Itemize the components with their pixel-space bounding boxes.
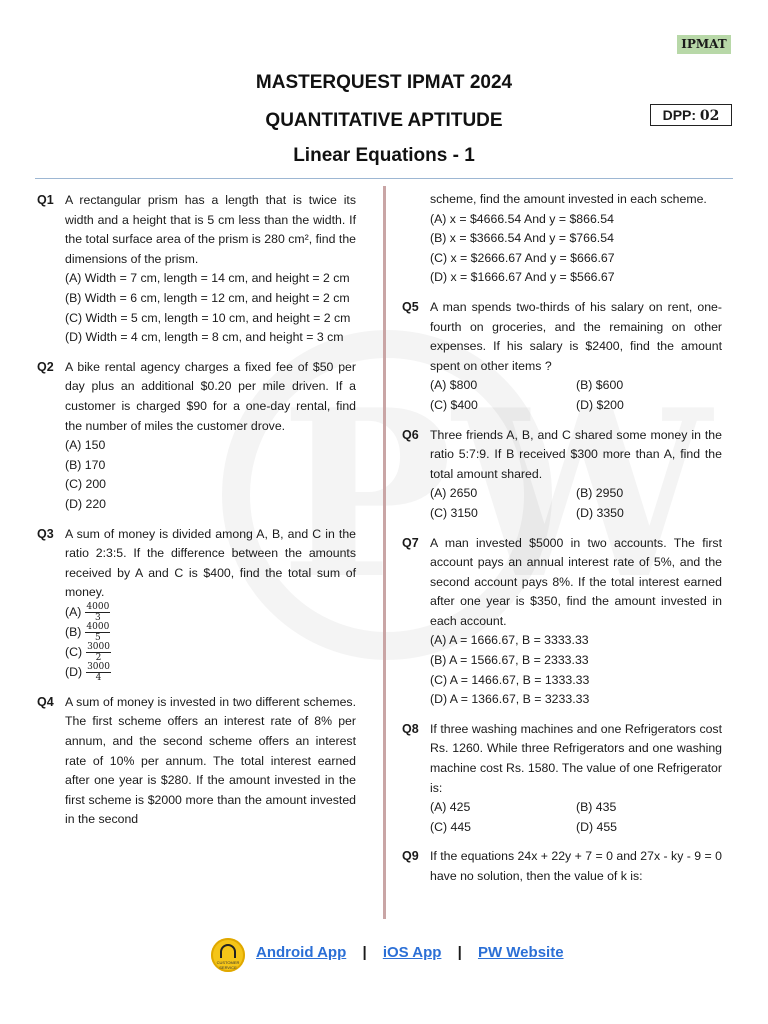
option-label: (A) <box>65 605 82 620</box>
question-q6 <box>402 426 722 524</box>
footer <box>0 938 768 972</box>
dpp-number: 02 <box>699 108 720 124</box>
option-c[interactable]: (C) $400 <box>430 397 478 412</box>
question-number: Q9 <box>402 849 419 864</box>
question-number: Q4 <box>37 694 54 709</box>
question-q4 <box>37 693 356 830</box>
fraction <box>86 642 111 663</box>
question-number: Q8 <box>402 721 419 736</box>
numerator: 4000 <box>86 602 110 613</box>
option-a[interactable]: (A) $800 <box>430 378 478 393</box>
option-a[interactable]: (A) Width = 7 cm, length = 14 cm, and height = 2 cm <box>65 271 350 286</box>
question-text: scheme, find the amount invested in each scheme. <box>430 192 707 206</box>
option-c[interactable]: (C) x = $2666.67 And y = $666.67 <box>430 250 615 265</box>
option-c[interactable]: (C) Width = 5 cm, length = 10 cm, and height = 2 cm <box>65 310 351 325</box>
header-divider <box>35 178 733 179</box>
option-b[interactable]: (B) 2950 <box>576 486 624 501</box>
question-number: Q7 <box>402 535 419 550</box>
question-q9 <box>402 847 722 886</box>
denominator: 2 <box>95 653 102 664</box>
option-d[interactable]: (D) 220 <box>65 496 107 511</box>
option-d[interactable] <box>65 663 356 683</box>
logo-caption: CUSTOMER SERVICE <box>216 960 240 970</box>
option-b[interactable]: (B) $600 <box>576 378 624 393</box>
option-d[interactable]: (D) x = $1666.67 And y = $566.67 <box>430 270 615 285</box>
option-c[interactable]: (C) A = 1466.67, B = 1333.33 <box>430 672 590 687</box>
question-q7 <box>402 534 722 710</box>
option-d[interactable]: (D) Width = 4 cm, length = 8 cm, and height = 3 cm <box>65 330 344 345</box>
numerator: 3000 <box>87 662 110 673</box>
option-b[interactable]: (B) 435 <box>576 800 617 815</box>
question-number: Q5 <box>402 299 419 314</box>
option-label: (C) <box>65 645 83 660</box>
dpp-box <box>650 104 732 126</box>
customer-service-logo-icon <box>211 938 245 972</box>
option-b[interactable]: (B) Width = 6 cm, length = 12 cm, and height = 2 cm <box>65 290 350 305</box>
numerator: 4000 <box>86 622 110 633</box>
question-q1 <box>37 191 356 348</box>
page-title: MASTERQUEST IPMAT 2024 <box>255 72 513 93</box>
question-q8 <box>402 720 722 838</box>
question-text: A man invested $5000 in two accounts. The first account pays an annual interest rate of 5%, and the second account pays 8%. If the total interest earned after one year is $350, find the amount invested in each account. <box>430 535 722 628</box>
option-a[interactable]: (A) 2650 <box>430 486 478 501</box>
option-a[interactable]: (A) x = $4666.54 And y = $866.54 <box>430 211 614 226</box>
question-number: Q2 <box>37 359 54 374</box>
question-text: If three washing machines and one Refrigerators cost Rs. 1260. While three Refrigerators and one washing machine cost Rs. 1580. The value of one Refrigerator is: <box>430 721 722 795</box>
option-b[interactable] <box>65 623 356 643</box>
question-q4-continued <box>402 190 722 288</box>
question-q2 <box>37 358 356 515</box>
denominator: 3 <box>94 613 101 624</box>
option-d[interactable]: (D) $200 <box>576 397 624 412</box>
question-text: A man spends two-thirds of his salary on rent, one-fourth on groceries, and the remaining on other expenses. If his salary is $2400, find the amount spent on other items ? <box>430 299 722 373</box>
option-b[interactable]: (B) 170 <box>65 457 106 472</box>
option-c[interactable]: (C) 445 <box>430 819 472 834</box>
question-number: Q3 <box>37 526 54 541</box>
link-separator: | <box>362 944 367 961</box>
ios-app-link[interactable]: iOS App <box>382 944 442 961</box>
topic-title: Linear Equations - 1 <box>293 145 475 166</box>
option-c[interactable] <box>65 643 356 663</box>
option-d[interactable]: (D) 455 <box>576 819 618 834</box>
subject-title: QUANTITATIVE APTITUDE <box>265 110 503 131</box>
option-d[interactable]: (D) 3350 <box>576 505 624 520</box>
question-text: A sum of money is divided among A, B, and C in the ratio 2:3:5. If the difference between the amounts received by A and C is $400, find the total sum of money. <box>65 526 356 600</box>
fraction <box>85 602 110 623</box>
exam-badge: IPMAT <box>677 35 731 54</box>
left-column <box>37 191 356 840</box>
question-q5 <box>402 298 722 416</box>
option-a[interactable] <box>65 603 356 623</box>
footer-links <box>256 944 564 961</box>
link-separator: | <box>457 944 462 961</box>
question-text: Three friends A, B, and C shared some money in the ratio 5:7:9. If B received $300 more than A, find the total amount shared. <box>430 427 722 481</box>
headset-icon <box>220 944 236 958</box>
question-text: A rectangular prism has a length that is twice its width and a height that is 5 cm less than the width. If the total surface area of the prism is 280 cm², find the dimensions of the prism. <box>65 193 356 266</box>
pw-website-link[interactable]: PW Website <box>477 944 564 961</box>
question-number: Q6 <box>402 427 419 442</box>
dpp-label: DPP: <box>662 107 697 123</box>
denominator: 5 <box>94 633 101 644</box>
android-app-link[interactable]: Android App <box>256 944 347 961</box>
option-c[interactable]: (C) 3150 <box>430 505 478 520</box>
denominator: 4 <box>95 673 102 684</box>
question-text: If the equations 24x + 22y + 7 = 0 and 27x - ky - 9 = 0 have no solution, then the value of k is: <box>430 849 722 883</box>
option-label: (D) <box>65 665 83 680</box>
question-text: A bike rental agency charges a fixed fee of $50 per day plus an additional $0.20 per mile driven. If a customer is charged $90 for a one-day rental, find the number of miles the customer drove. <box>65 359 356 433</box>
fraction <box>86 662 111 683</box>
numerator: 3000 <box>87 642 110 653</box>
option-d[interactable]: (D) A = 1366.67, B = 3233.33 <box>430 692 590 707</box>
option-b[interactable]: (B) x = $3666.54 And y = $766.54 <box>430 231 614 246</box>
option-a[interactable]: (A) A = 1666.67, B = 3333.33 <box>430 633 589 648</box>
fraction <box>85 622 110 643</box>
column-divider <box>383 186 386 919</box>
question-q3 <box>37 525 356 683</box>
option-a[interactable]: (A) 150 <box>65 438 106 453</box>
question-text: A sum of money is invested in two different schemes. The first scheme offers an interest rate of 8% per annum, and the second scheme offers an interest rate of 10% per annum. The total interest earned after one year is $280. If the amount invested in the first scheme is $2000 more than the amount invested in the second <box>65 694 356 827</box>
option-c[interactable]: (C) 200 <box>65 477 107 492</box>
option-label: (B) <box>65 625 82 640</box>
right-column <box>402 190 722 897</box>
option-a[interactable]: (A) 425 <box>430 800 471 815</box>
question-number: Q1 <box>37 193 54 207</box>
option-b[interactable]: (B) A = 1566.67, B = 2333.33 <box>430 653 589 668</box>
